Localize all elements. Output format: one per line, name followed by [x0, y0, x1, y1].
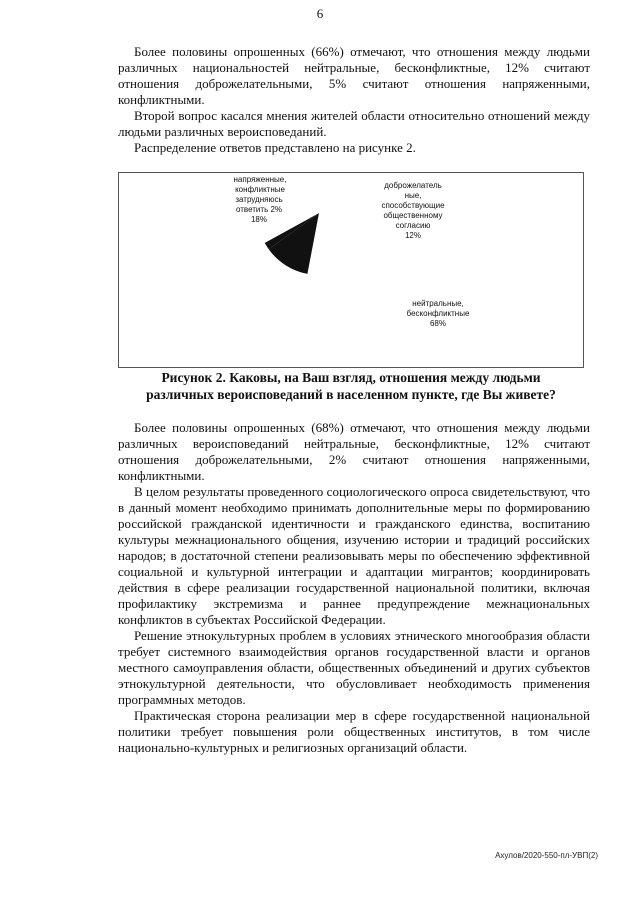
pie-chart-figure: [118, 172, 584, 368]
label-friendly-line2: ные,: [404, 191, 422, 200]
paragraph-7: Практическая сторона реализации мер в сфере государственной национальной политики требует повышения роли общественных институтов, в том числе национально-культурных и религиозных организаций области.: [118, 708, 590, 755]
paragraph-1: Более половины опрошенных (66%) отмечают, что отношения между людьми различных национальностей нейтральные, бесконфликтные, 12% считают отношения доброжелательными, 5% считают отношения напряженными, конфликтными.: [118, 44, 590, 107]
paragraph-4: Более половины опрошенных (68%) отмечают, что отношения между людьми различных вероисповеданий нейтральные, бесконфликтные, 12% считают отношения доброжелательными, 2% считают отношения напряженными, конфликтными.: [118, 420, 590, 483]
label-tension-line1: напряженные,: [233, 175, 287, 184]
label-friendly: [367, 181, 459, 241]
label-hard-to-answer: [211, 195, 307, 225]
caption-line-1: Рисунок 2. Каковы, на Ваш взгляд, отношения между людьми: [161, 370, 541, 385]
label-hard-line3: 18%: [250, 215, 267, 224]
document-code: Ахулов/2020-550-пл-УВП(2): [495, 851, 598, 860]
label-tension: [215, 175, 305, 195]
page-number: 6: [316, 6, 324, 21]
label-neutral-line2: бесконфликтные: [406, 309, 470, 318]
label-tension-line2: конфликтные: [235, 185, 285, 194]
paragraph-2: Второй вопрос касался мнения жителей области относительно отношений между людьми различных вероисповеданий.: [118, 108, 590, 139]
label-neutral: [393, 299, 483, 329]
label-hard-line1: затрудняюсь: [235, 195, 283, 204]
caption-line-2: различных вероисповеданий в населенном пункте, где Вы живете?: [146, 387, 556, 402]
figure-caption: [110, 369, 592, 403]
label-friendly-line3: способствующие: [381, 201, 445, 210]
text-block-bottom: [118, 420, 590, 756]
label-friendly-line5: согласию: [395, 221, 431, 230]
label-friendly-line1: доброжелатель: [384, 181, 442, 190]
label-neutral-line1: нейтральные,: [412, 299, 464, 308]
label-neutral-line3: 68%: [429, 319, 446, 328]
pie-chart: [119, 173, 585, 369]
label-friendly-line4: общественному: [383, 211, 443, 220]
paragraph-3: Распределение ответов представлено на рисунке 2.: [134, 140, 416, 155]
text-block-top: [118, 44, 590, 156]
paragraph-5: В целом результаты проведенного социологического опроса свидетельствуют, что в данный момент необходимо принимать дополнительные меры по формированию российской гражданской идентичности и гражданского единства, воспитанию культуры межнационального общения, изучению истории и традиций российских народов; в достаточной степени реализовывать меры по обеспечению эффективной социальной и культурной интеграции и адаптации мигрантов; координировать действия в сфере реализации государственной национальной политики, включая профилактику экстремизма и раннее предупреждение межнациональных конфликтов в субъектах Российской Федерации.: [118, 484, 590, 627]
paragraph-6: Решение этнокультурных проблем в условиях этнического многообразия области требует системного взаимодействия органов государственной власти и органов местного самоуправления области, общественных объединений и других субъектов этнокультурной деятельности, что обусловливает необходимость применения программных методов.: [118, 628, 590, 707]
label-friendly-line6: 12%: [404, 231, 421, 240]
label-hard-line2: ответить 2%: [235, 205, 283, 214]
